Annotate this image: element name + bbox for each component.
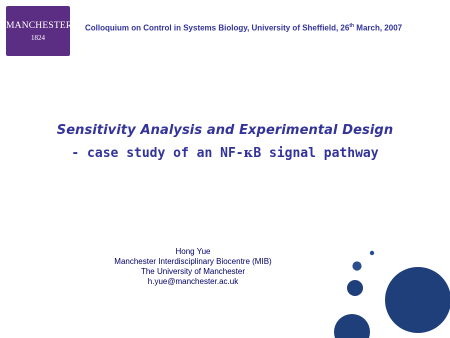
- author-email: h.yue@manchester.ac.uk: [147, 277, 239, 286]
- bubble-small: [352, 261, 361, 270]
- header-superscript: th: [349, 23, 355, 29]
- bubble-large: [385, 267, 450, 333]
- author-name: Hong Yue: [175, 247, 211, 256]
- subtitle-prefix: - case study of an NF-: [71, 146, 244, 161]
- bubble-tiny: [370, 251, 374, 255]
- bubble-medium: [347, 280, 363, 296]
- header-text-end: March, 2007: [354, 23, 403, 33]
- logo-wordmark: MANCHESTER: [6, 21, 73, 31]
- logo-year: 1824: [31, 34, 45, 42]
- author-university: The University of Manchester: [140, 267, 246, 276]
- author-affiliation: Manchester Interdisciplinary Biocentre (MIB): [114, 257, 272, 266]
- subtitle-kappa: κ: [243, 146, 254, 161]
- bubble-bottom: [334, 314, 370, 338]
- subtitle-suffix: B signal pathway: [253, 146, 379, 161]
- slide-title: Sensitivity Analysis and Experimental Design: [56, 123, 394, 138]
- header-text: Colloquium on Control in Systems Biology, University of Sheffield, 26: [85, 23, 350, 33]
